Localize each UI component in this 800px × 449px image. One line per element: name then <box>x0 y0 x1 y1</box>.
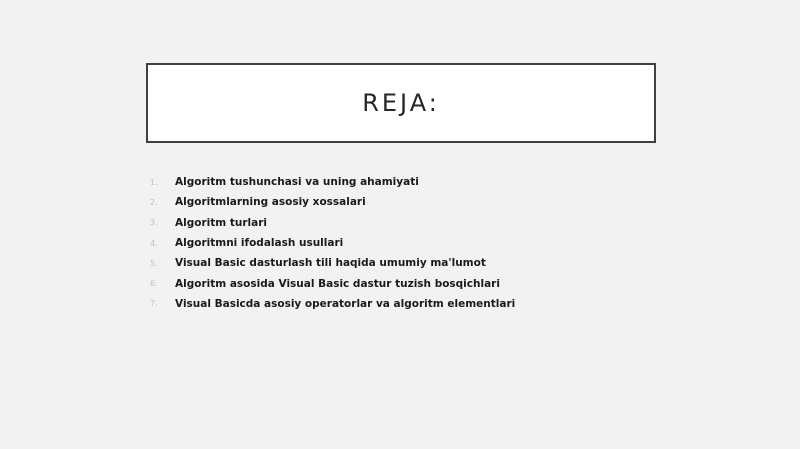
item-text: Algoritmlarning asosiy xossalari <box>175 196 366 209</box>
list-item <box>150 172 515 192</box>
item-text: Visual Basicda asosiy operatorlar va algoritm elementlari <box>175 297 516 310</box>
list-item <box>150 253 515 273</box>
list-item <box>150 213 515 233</box>
item-number: 6. <box>150 279 158 289</box>
item-text: Visual Basic dasturlash tili haqida umumiy ma'lumot <box>175 257 486 270</box>
item-text: Algoritm turlari <box>175 216 267 229</box>
title-box <box>146 63 656 143</box>
item-number: 7. <box>150 299 158 309</box>
item-number: 5. <box>150 258 158 268</box>
item-text: Algoritm asosida Visual Basic dastur tuzish bosqichlari <box>175 277 500 290</box>
item-text: Algoritm tushunchasi va uning ahamiyati <box>175 176 419 189</box>
slide-title: REJA: <box>362 89 440 117</box>
plan-list <box>150 172 515 314</box>
item-number: 2. <box>150 197 158 207</box>
list-item <box>150 233 515 253</box>
list-item <box>150 192 515 212</box>
item-number: 4. <box>150 238 158 248</box>
list-item <box>150 294 515 314</box>
item-text: Algoritmni ifodalash usullari <box>175 237 344 250</box>
item-number: 3. <box>150 218 158 228</box>
item-number: 1. <box>150 177 158 187</box>
list-item <box>150 273 515 293</box>
